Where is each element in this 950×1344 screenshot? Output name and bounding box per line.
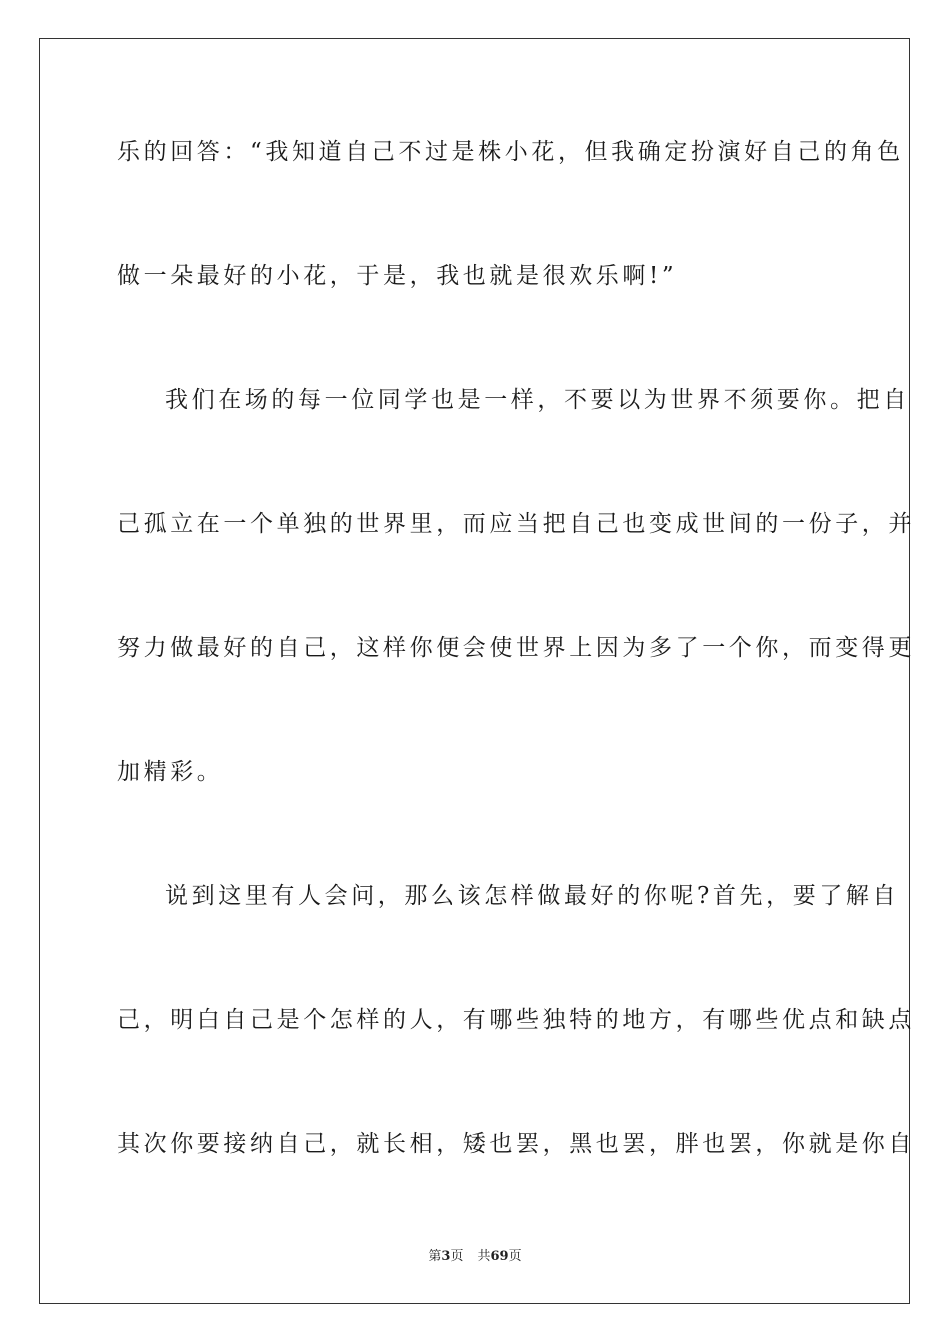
total-label-prefix: 共 bbox=[477, 1249, 491, 1264]
page-number: 3 bbox=[441, 1249, 451, 1264]
page-label-suffix: 页 bbox=[450, 1249, 464, 1264]
page-label-prefix: 第 bbox=[428, 1249, 442, 1264]
total-pages: 69 bbox=[490, 1249, 509, 1264]
body-line-2: 做一朵最好的小花，于是，我也就是很欢乐啊!” bbox=[117, 263, 678, 289]
body-line-9: 其次你要接纳自己，就长相，矮也罢，黑也罢，胖也罢，你就是你自 bbox=[117, 1131, 915, 1157]
body-line-8: 己，明白自己是个怎样的人，有哪些独特的地方，有哪些优点和缺点 bbox=[117, 1007, 915, 1033]
page-border bbox=[39, 38, 915, 1304]
body-line-3: 我们在场的每一位同学也是一样，不要以为世界不须要你。把自 bbox=[165, 387, 910, 413]
body-line-4: 己孤立在一个单独的世界里，而应当把自己也变成世间的一份子，并 bbox=[117, 511, 915, 537]
body-line-5: 努力做最好的自己，这样你便会使世界上因为多了一个你，而变得更 bbox=[117, 635, 915, 661]
body-line-6: 加精彩。 bbox=[117, 759, 224, 785]
body-line-1: 乐的回答：“我知道自己不过是株小花，但我确定扮演好自己的角色 bbox=[117, 139, 904, 165]
total-label-suffix: 页 bbox=[508, 1249, 522, 1264]
page-footer bbox=[0, 1248, 950, 1266]
body-line-7: 说到这里有人会问，那么该怎样做最好的你呢?首先，要了解自 bbox=[165, 883, 900, 909]
